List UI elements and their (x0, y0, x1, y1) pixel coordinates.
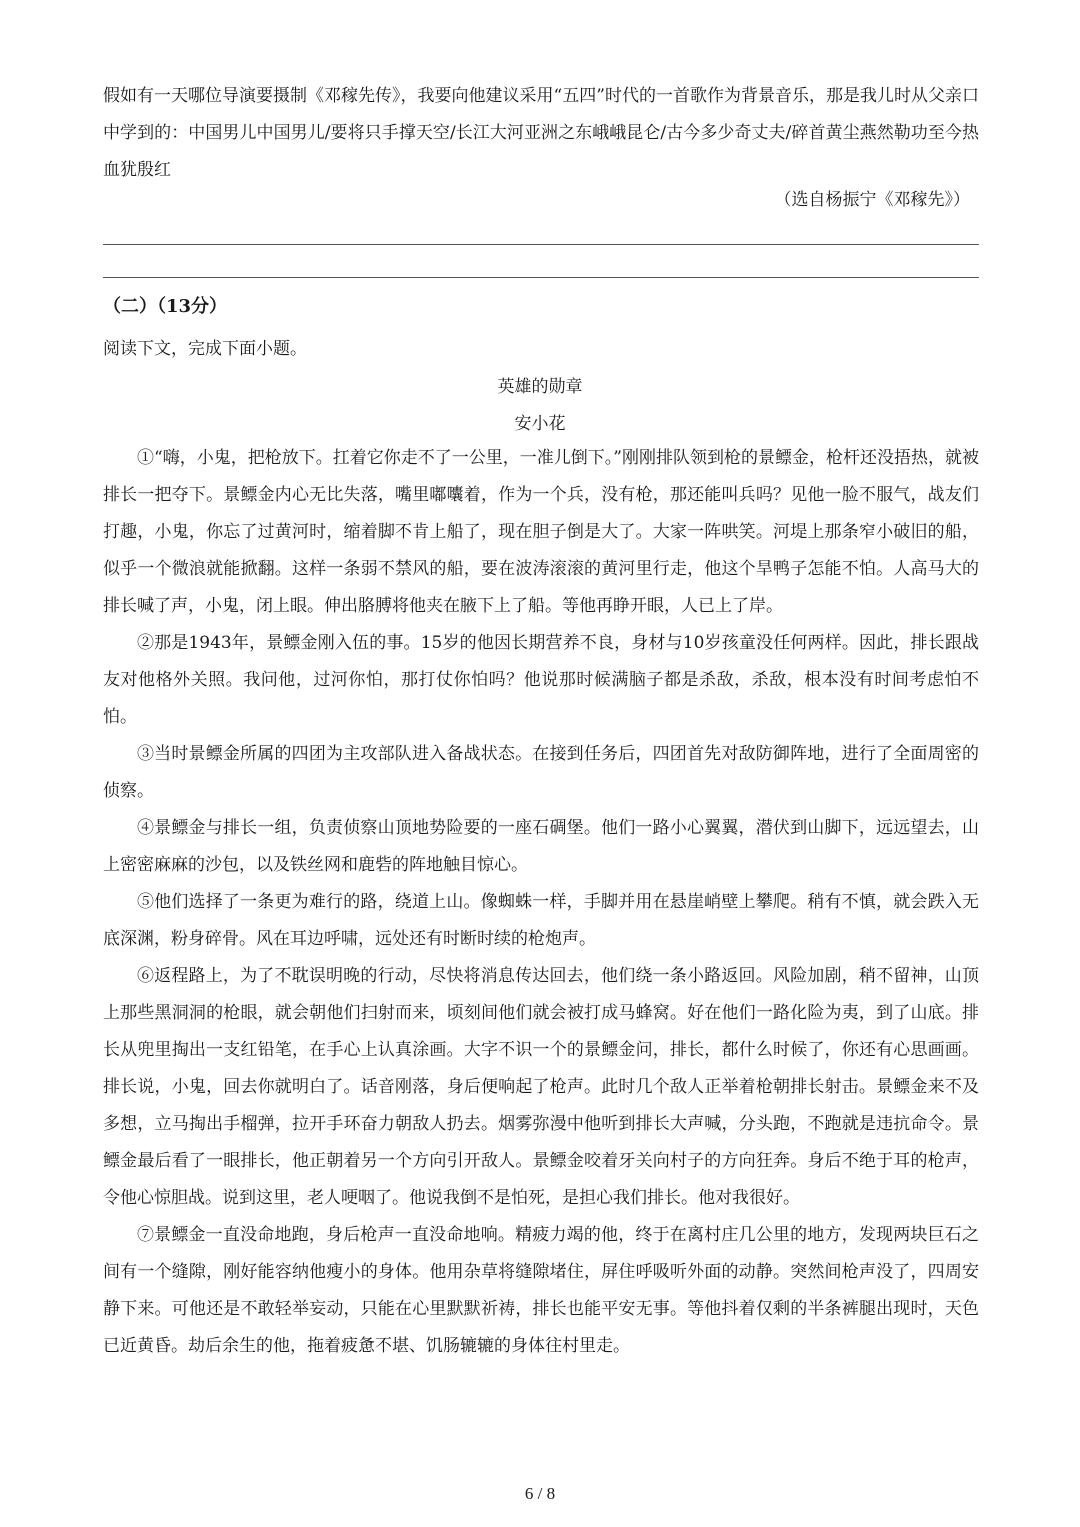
article-body (103, 440, 979, 1365)
article-paragraph-5: ⑤他们选择了一条更为难行的路，绕道上山。像蜘蛛一样，手脚并用在悬崖峭壁上攀爬。稍有不慎，就会跌入无底深渊，粉身碎骨。风在耳边呼啸，远处还有时断时续的枪炮声。 (103, 892, 979, 949)
article-paragraph-7: ⑦景鳔金一直没命地跑，身后枪声一直没命地响。精疲力竭的他，终于在离村庄几公里的地方，发现两块巨石之间有一个缝隙，刚好能容纳他瘦小的身体。他用杂草将缝隙堵住，屏住呼吸听外面的动静。突然间枪声没了，四周安静下来。可他还是不敢轻举妄动，只能在心里默默祈祷，排长也能平安无事。等他抖着仅剩的半条裤腿出现时，天色已近黄昏。劫后余生的他，拖着疲惫不堪、饥肠辘辘的身体往村里走。 (103, 1225, 979, 1356)
article-paragraph-4: ④景鳔金与排长一组，负责侦察山顶地势险要的一座石碉堡。他们一路小心翼翼，潜伏到山脚下，远远望去，山上密密麻麻的沙包，以及铁丝网和鹿砦的阵地触目惊心。 (103, 818, 979, 875)
article-title: 英雄的勋章 (497, 377, 583, 397)
answer-line-2 (103, 277, 979, 278)
answer-line-1 (103, 244, 979, 245)
section-instruction: 阅读下文，完成下面小题。 (103, 339, 307, 359)
page-number: 6 / 8 (524, 1484, 556, 1503)
article-author: 安小花 (514, 414, 566, 434)
article-paragraph-2: ②那是1943年，景鳔金刚入伍的事。15岁的他因长期营养不良，身材与10岁孩童没任何两样。因此，排长跟战友对他格外关照。我问他，过河你怕，那打仗你怕吗？他说那时候满脑子都是杀敌，杀敌，根本没有时间考虑怕不怕。 (103, 633, 979, 727)
article-paragraph-3: ③当时景鳔金所属的四团为主攻部队进入备战状态。在接到任务后，四团首先对敌防御阵地，进行了全面周密的侦察。 (103, 744, 979, 801)
article-paragraph-6: ⑥返程路上，为了不耽误明晚的行动，尽快将消息传达回去，他们绕一条小路返回。风险加剧，稍不留神，山顶上那些黑洞洞的枪眼，就会朝他们扫射而来，顷刻间他们就会被打成马蜂窝。好在他们一路化险为夷，到了山底。排长从兜里掏出一支红铅笔，在手心上认真涂画。大字不识一个的景鳔金问，排长，都什么时候了，你还有心思画画。排长说，小鬼，回去你就明白了。话音刚落，身后便响起了枪声。此时几个敌人正举着枪朝排长射击。景鳔金来不及多想，立马掏出手榴弹，拉开手环奋力朝敌人扔去。烟雾弥漫中他听到排长大声喊，分头跑，不跑就是违抗命令。景鳔金最后看了一眼排长，他正朝着另一个方向引开敌人。景鳔金咬着牙关向村子的方向狂奔。身后不绝于耳的枪声，令他心惊胆战。说到这里，老人哽咽了。他说我倒不是怕死，是担心我们排长。他对我很好。 (103, 966, 979, 1208)
top-excerpt (103, 78, 979, 189)
article-paragraph-1: ①“嗨，小鬼，把枪放下。扛着它你走不了一公里，一准儿倒下。”刚刚排队领到枪的景鳔金，枪杆还没捂热，就被排长一把夺下。景鳔金内心无比失落，嘴里嘟囔着，作为一个兵，没有枪，那还能叫兵吗？见他一脸不服气，战友们打趣，小鬼，你忘了过黄河时，缩着脚不肯上船了，现在胆子倒是大了。大家一阵哄笑。河堤上那条窄小破旧的船，似乎一个微浪就能掀翻。这样一条弱不禁风的船，要在波涛滚滚的黄河里行走，他这个旱鸭子怎能不怕。人高马大的排长喊了声，小鬼，闭上眼。伸出胳膊将他夹在腋下上了船。等他再睁开眼，人已上了岸。 (103, 448, 979, 616)
section-heading: （二）（13分） (103, 296, 228, 317)
excerpt-paragraph: 假如有一天哪位导演要摄制《邓稼先传》，我要向他建议采用“五四”时代的一首歌作为背景音乐，那是我儿时从父亲口中学到的：中国男儿中国男儿/要将只手撑天空/长江大河亚洲之东峨峨昆仑/古今多少奇丈夫/碎首黄尘燕然勒功至今热血犹殷红 (103, 86, 979, 180)
excerpt-source: （选自杨振宁《邓稼先》） (774, 190, 970, 210)
